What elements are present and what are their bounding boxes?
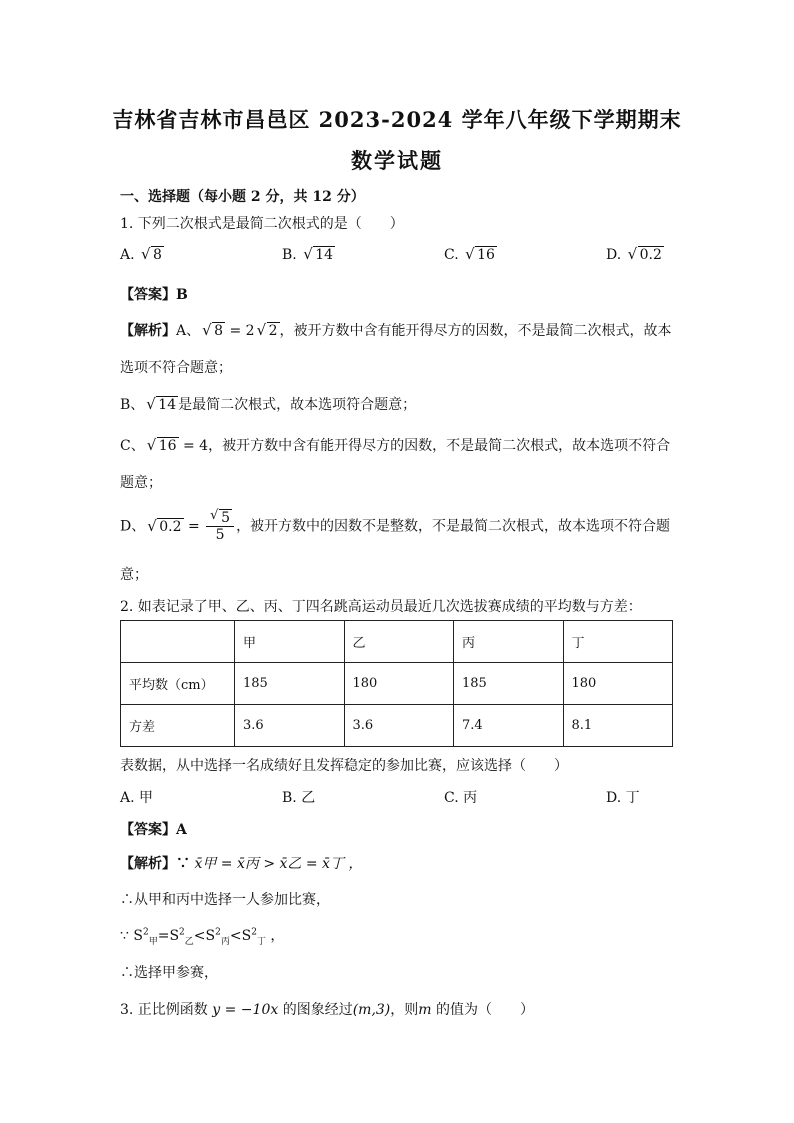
stem-text: 的图象经过 bbox=[282, 1002, 353, 1018]
table-cell: 乙 bbox=[344, 621, 454, 663]
table-cell: 3.6 bbox=[344, 705, 454, 747]
q1-analysis-c bbox=[120, 435, 670, 455]
sqrt-expression: √ 14 bbox=[146, 395, 177, 413]
stem-text: ，则 bbox=[390, 1002, 419, 1018]
table-row bbox=[121, 705, 673, 747]
analysis-text: 是最简二次根式，故本选项符合题意； bbox=[178, 397, 417, 413]
sqrt-expression: √ 0.2 bbox=[627, 245, 662, 263]
question-2-stem: 2. 如表记录了甲、乙、丙、丁四名跳高运动员最近几次选拔赛成绩的平均数与方差： bbox=[120, 599, 642, 615]
q1-analysis-b bbox=[120, 394, 416, 414]
question-3-stem bbox=[120, 999, 534, 1019]
option-letter: B. bbox=[282, 247, 297, 263]
sqrt-expression: √ 0.2 bbox=[147, 516, 182, 535]
section-heading: 一、选择题（每小题 2 分，共 12 分） bbox=[120, 189, 365, 205]
q2-option-c: C. 丙 bbox=[444, 790, 478, 806]
q2-analysis-line2: ∴从甲和丙中选择一人参加比赛， bbox=[120, 892, 330, 908]
table-cell: 丙 bbox=[454, 621, 564, 663]
option-letter: A. bbox=[120, 247, 135, 263]
sqrt-expression: √ 2 bbox=[256, 321, 278, 339]
sqrt-expression: √ 16 bbox=[465, 245, 495, 263]
table-cell: 平均数（cm） bbox=[121, 663, 235, 705]
sqrt-expression: √ 8 bbox=[141, 245, 162, 263]
q2-option-b: B. 乙 bbox=[282, 790, 316, 806]
q1-analysis-d bbox=[120, 510, 670, 543]
equals-text: = 2 bbox=[229, 323, 255, 339]
q2-analysis-line4: ∴选择甲参赛， bbox=[120, 965, 218, 981]
table-cell: 甲 bbox=[235, 621, 345, 663]
table-cell: 7.4 bbox=[454, 705, 564, 747]
table-cell bbox=[121, 621, 235, 663]
table-cell: 180 bbox=[563, 663, 673, 705]
option-letter: C. bbox=[444, 247, 459, 263]
equals-text: = bbox=[187, 518, 200, 535]
radicand: 0.2 bbox=[639, 247, 662, 263]
q1-analysis-a bbox=[120, 320, 672, 340]
q2-analysis-line1 bbox=[120, 853, 362, 873]
table-cell: 185 bbox=[454, 663, 564, 705]
function-expression: y = −10x bbox=[212, 1002, 279, 1018]
radicand: 14 bbox=[158, 397, 177, 413]
analysis-prefix: B、 bbox=[120, 397, 145, 413]
table-header-row bbox=[121, 621, 673, 663]
radicand: 2 bbox=[268, 323, 278, 339]
table-cell: 180 bbox=[344, 663, 454, 705]
point-expression: (m,3) bbox=[352, 1002, 391, 1018]
fraction: √ 5 5 bbox=[206, 510, 234, 543]
radicand: 8 bbox=[214, 323, 224, 339]
sqrt-expression: √ 8 bbox=[202, 321, 224, 339]
sqrt-expression: √ 16 bbox=[146, 436, 177, 454]
question-2-stem-cont: 表数据，从中选择一名成绩好且发挥稳定的参加比赛，应该选择（ ） bbox=[120, 758, 568, 774]
variable-m: m bbox=[418, 1002, 432, 1018]
sqrt-expression: √ 14 bbox=[303, 245, 334, 263]
analysis-label: 【解析】∵ bbox=[120, 856, 190, 872]
analysis-prefix: D、 bbox=[120, 518, 146, 535]
radicand: 8 bbox=[153, 247, 162, 263]
because-symbol: ∵ bbox=[120, 928, 129, 944]
table-cell: 丁 bbox=[563, 621, 673, 663]
q1-answer: 【答案】B bbox=[120, 287, 188, 303]
q2-answer: 【答案】A bbox=[120, 822, 187, 838]
radicand: 16 bbox=[158, 438, 177, 454]
q1-option-d bbox=[606, 247, 664, 263]
analysis-text: ，被开方数中含有能开得尽方的因数，不是最简二次根式，故本选项不符合 bbox=[208, 438, 671, 454]
table-cell: 3.6 bbox=[235, 705, 345, 747]
analysis-prefix: C、 bbox=[120, 438, 145, 454]
radicand: 16 bbox=[477, 247, 495, 263]
stats-table bbox=[120, 620, 673, 747]
stem-text: 3. 正比例函数 bbox=[120, 1002, 208, 1018]
fraction-denominator: 5 bbox=[215, 527, 225, 543]
fraction-numerator: 5 bbox=[221, 510, 231, 526]
q2-analysis-line3 bbox=[120, 925, 284, 947]
equals-text: = 4 bbox=[183, 438, 209, 454]
document-subtitle: 数学试题 bbox=[351, 148, 443, 173]
q1-analysis-a-cont: 选项不符合题意； bbox=[120, 360, 232, 376]
analysis-text: ，被开方数中的因数不是整数，不是最简二次根式，故本选项不符合题 bbox=[236, 518, 671, 535]
document-title: 吉林省吉林市昌邑区 2023-2024 学年八年级下学期期末 bbox=[112, 107, 682, 132]
q1-option-a bbox=[120, 247, 164, 263]
q1-analysis-d-cont: 意； bbox=[120, 567, 148, 583]
variance-comparison: $S^2_甲=S^2_乙<S^2_丙<S^2_丁$ ， bbox=[133, 927, 285, 947]
radicand: 14 bbox=[315, 247, 334, 263]
analysis-prefix: A、 bbox=[176, 323, 201, 339]
q2-option-a: A. 甲 bbox=[120, 790, 154, 806]
analysis-text: ，被开方数中含有能开得尽方的因数，不是最简二次根式，故本 bbox=[279, 323, 672, 339]
table-cell: 185 bbox=[235, 663, 345, 705]
mean-comparison: x̄甲 = x̄丙 > x̄乙 = x̄丁 ， bbox=[194, 856, 363, 872]
q1-analysis-c-cont: 题意； bbox=[120, 475, 162, 491]
q1-option-b bbox=[282, 247, 335, 263]
stem-text: 的值为（ ） bbox=[436, 1002, 534, 1018]
analysis-label: 【解析】 bbox=[120, 323, 176, 339]
q1-option-c bbox=[444, 247, 497, 263]
table-row bbox=[121, 663, 673, 705]
option-letter: D. bbox=[606, 247, 622, 263]
question-1-stem: 1. 下列二次根式是最简二次根式的是（ ） bbox=[120, 216, 404, 232]
q2-option-d: D. 丁 bbox=[606, 790, 640, 806]
table-cell: 8.1 bbox=[563, 705, 673, 747]
radicand: 0.2 bbox=[159, 518, 182, 535]
table-cell: 方差 bbox=[121, 705, 235, 747]
